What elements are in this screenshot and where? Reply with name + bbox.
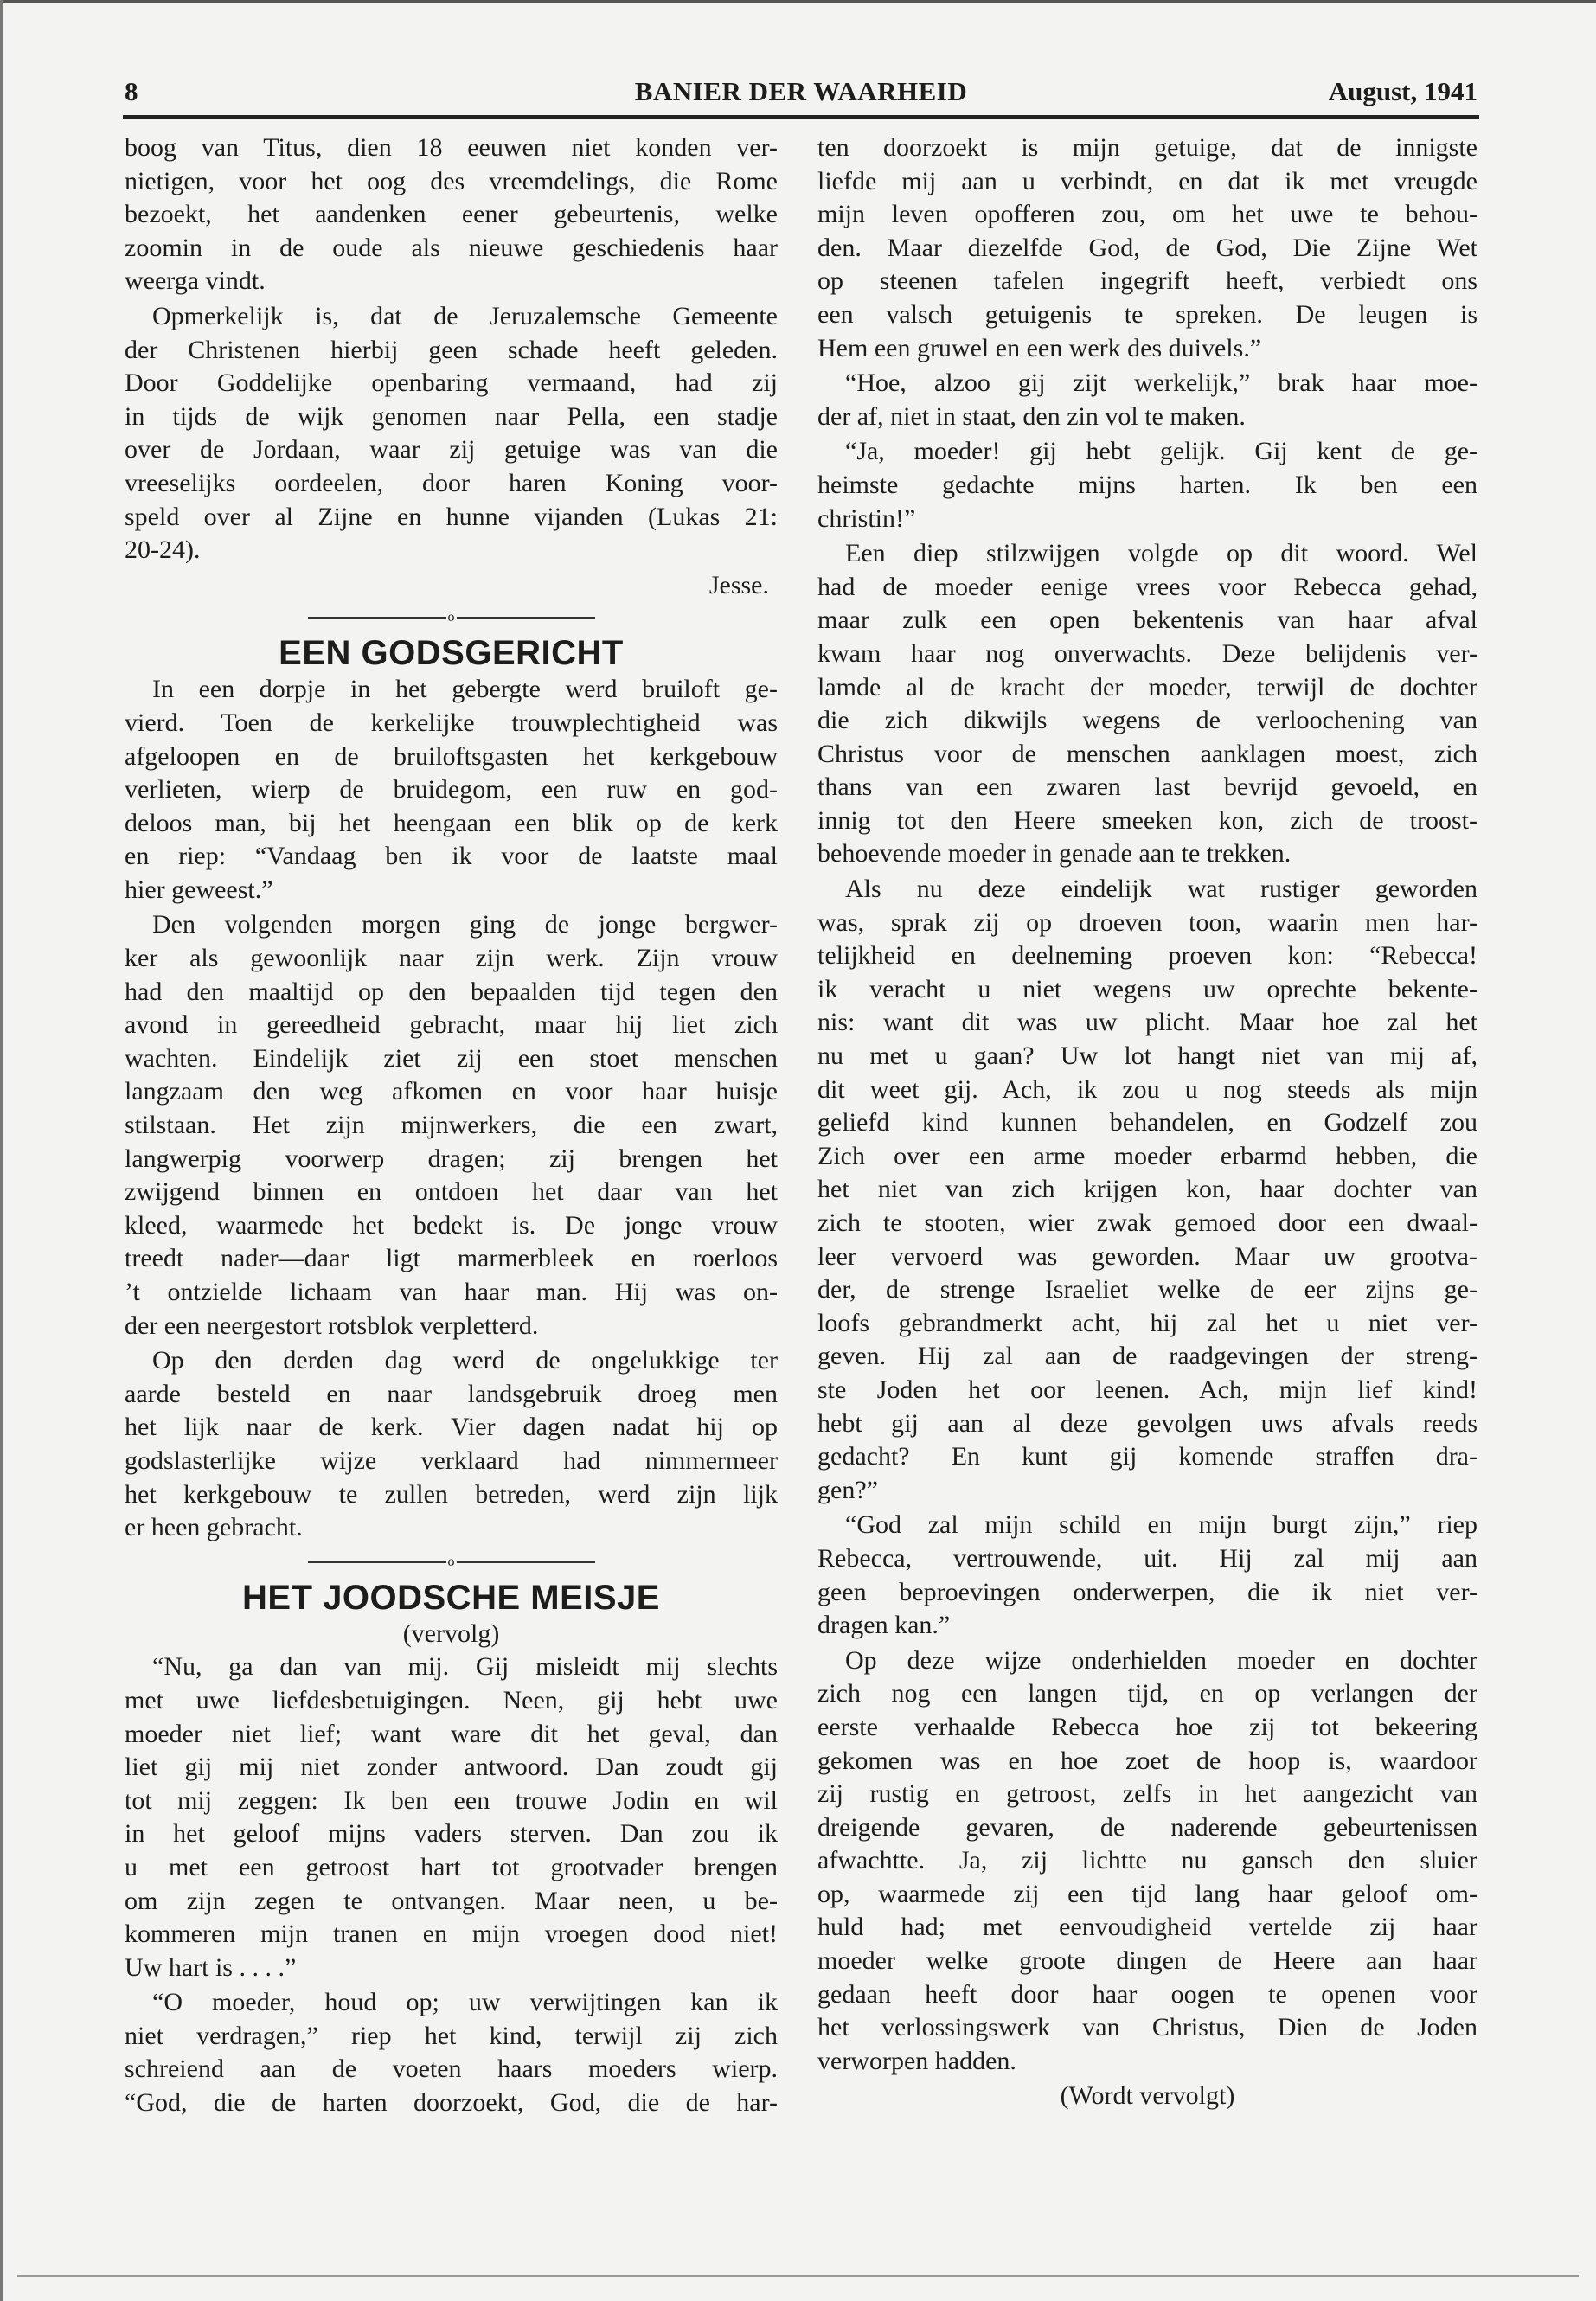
text-line: Door Goddelijke openbaring vermaand, had zij — [125, 369, 778, 398]
text-line: ’t ontzielde lichaam van haar man. Hij was on- — [125, 1278, 778, 1306]
separator-mark: o — [447, 1554, 455, 1569]
text-line: hebt gij aan al deze gevolgen uws afvals reeds — [817, 1408, 1477, 1438]
text-line: Hem een gruwel en een werk des duivels.” — [817, 333, 1262, 362]
text-line: heimste gedachte mijns harten. Ik ben een — [817, 470, 1477, 499]
text-line: innig tot den Heere smeeken kon, zich de troost- — [817, 805, 1477, 835]
text-line: tot mij zeggen: Ik ben een trouwe Jodin en wil — [125, 1785, 778, 1815]
text-line: mijn leven opofferen zou, om het uwe te behou- — [817, 200, 1477, 229]
text-line: Opmerkelijk is, dat de Jeruzalemsche Gemeente — [152, 301, 778, 330]
text-line: Op deze wijze onderhielden moeder en dochter — [845, 1645, 1477, 1675]
text-line: moeder niet lief; want ware dit het geval, dan — [125, 1719, 778, 1748]
text-line: langwerpig voorwerp dragen; zij brengen het — [125, 1144, 778, 1173]
section-separator — [125, 1547, 778, 1578]
paragraph — [125, 1986, 778, 2119]
text-line: lamde al de kracht der moeder, terwijl de dochter — [817, 672, 1477, 702]
text-line: christin!” — [817, 503, 916, 533]
text-line: een valsch getuigenis te spreken. De leugen is — [817, 299, 1477, 329]
text-line: maar zulk een open bekentenis van haar afval — [817, 606, 1477, 635]
text-line: den. Maar diezelfde God, de God, Die Zijne Wet — [817, 233, 1477, 262]
text-line: dragen kan.” — [817, 1611, 951, 1640]
text-line: dit weet gij. Ach, ik zou u nog steeds als mijn — [817, 1074, 1477, 1104]
text-line: verlieten, wierp de bruidegom, een ruw en god- — [125, 775, 778, 804]
issue-date: August, 1941 — [1328, 76, 1477, 106]
text-line: Een diep stilzwijgen volgde op dit woord. Wel — [845, 539, 1477, 568]
text-line: “Ja, moeder! gij hebt gelijk. Gij kent de ge- — [845, 437, 1477, 466]
paragraph — [125, 131, 778, 298]
text-line: hier geweest.” — [125, 875, 273, 904]
text-line: moeder welke groote dingen de Heere aan haar — [817, 1946, 1477, 1976]
text-line: had de moeder eenige vrees voor Rebecca gehad, — [817, 572, 1477, 601]
text-line: verworpen hadden. — [817, 2046, 1016, 2075]
text-line: zoomin in de oude als nieuwe geschiedenis haar — [125, 233, 778, 262]
separator-mark: o — [447, 610, 455, 625]
article-heading: EEN GODSGERICHT — [279, 634, 624, 673]
paragraph — [817, 367, 1477, 433]
text-line: het kerkgebouw te zullen betreden, werd zijn lijk — [125, 1479, 778, 1509]
text-line: “Nu, ga dan van mij. Gij misleidt mij slechts — [152, 1652, 778, 1682]
text-line: niet verdragen,” riep het kind, terwijl zij zich — [125, 2021, 778, 2050]
text-line: afwachtte. Ja, zij lichtte nu gansch den sluier — [817, 1846, 1477, 1875]
scan-edge-left — [0, 0, 3, 2301]
paragraph — [817, 435, 1477, 535]
text-line: nietigen, voor het oog des vreemdelings, die Rome — [125, 166, 778, 195]
text-line: treedt nader—daar ligt marmerbleek en roerloos — [125, 1244, 778, 1273]
text-line: der Christenen hierbij geen schade heeft geleden. — [125, 335, 778, 364]
text-line: langzaam den weg afkomen en voor haar huisje — [125, 1077, 778, 1106]
text-line: Christus voor de menschen aanklagen moest, zich — [817, 739, 1477, 768]
text-line: schreiend aan de voeten haars moeders wierp. — [125, 2054, 778, 2084]
text-line: Rebecca, vertrouwende, uit. Hij zal mij aan — [817, 1543, 1477, 1573]
text-line: in het geloof mijns vaders sterven. Dan zou ik — [125, 1819, 778, 1849]
text-line: loofs gebrandmerkt acht, hij zal het u niet ver- — [817, 1308, 1477, 1337]
page-header — [125, 76, 1477, 114]
text-line: geen beproevingen onderwerpen, die ik niet ver- — [817, 1577, 1477, 1606]
text-line: wachten. Eindelijk ziet zij een stoet menschen — [125, 1043, 778, 1073]
text-line: thans van een zwaren last bevrijd gevoeld, en — [817, 772, 1477, 802]
text-line: weerga vindt. — [125, 266, 266, 296]
text-line: zij rustig en getroost, zelfs in het aangezicht van — [817, 1779, 1477, 1809]
text-line: Uw hart is . . . .” — [125, 1952, 297, 1982]
text-line: liet gij mij niet zonder antwoord. Dan zoudt gij — [125, 1753, 778, 1782]
text-line: kommeren mijn tranen en mijn vroegen dood niet! — [125, 1920, 778, 1949]
text-line: gedaan heeft door haar oogen te openen voor — [817, 1979, 1477, 2009]
page-number: 8 — [125, 76, 138, 106]
text-line: telijkheid en deelneming proeven kon: “Rebecca! — [817, 941, 1477, 971]
text-line: was, sprak zij op droeven toon, waarin men har- — [817, 907, 1477, 937]
text-line: “O moeder, houd op; uw verwijtingen kan ik — [152, 1988, 778, 2017]
text-line: gen?” — [817, 1475, 878, 1504]
text-line: Op den derden dag werd de ongelukkige ter — [152, 1346, 778, 1375]
text-line: huld had; met eenvoudigheid vertelde zij haar — [817, 1913, 1477, 1942]
text-line: geliefd kind kunnen behandelen, en Godzelf zou — [817, 1108, 1477, 1138]
text-line: der, de strenge Israeliet welke de eer zijns ge- — [817, 1275, 1477, 1304]
separator-rule — [457, 617, 595, 619]
text-line: er heen gebracht. — [125, 1513, 303, 1542]
paragraph — [817, 537, 1477, 871]
paragraph — [125, 300, 778, 567]
text-line: “Hoe, alzoo gij zijt werkelijk,” brak haar moe- — [845, 369, 1477, 398]
right-column — [817, 131, 1477, 2113]
text-line: ten doorzoekt is mijn getuige, dat de innigste — [817, 133, 1477, 162]
text-line: over de Jordaan, waar zij getuige was van die — [125, 435, 778, 465]
text-line: het lijk naar de kerk. Vier dagen nadat hij op — [125, 1413, 778, 1442]
text-line: liefde mij aan u verbindt, en dat ik met vreugde — [817, 166, 1477, 195]
text-line: het niet van zich krijgen kon, haar dochter van — [817, 1175, 1477, 1204]
section-separator — [125, 602, 778, 633]
author-signature: Jesse. — [708, 570, 769, 599]
separator-rule — [457, 1561, 595, 1563]
text-line: ker als gewoonlijk naar zijn werk. Zijn vrouw — [125, 944, 778, 973]
paragraph — [817, 131, 1477, 365]
text-line: die zich dikwijls wegens de verloochening van — [817, 706, 1477, 735]
text-line: gekomen was en hoe zoet de hoop is, waardoor — [817, 1746, 1477, 1775]
text-line: op, waarmede zij een tijd lang haar geloof om- — [817, 1879, 1477, 1908]
text-line: zich nog een langen tijd, en op verlangen der — [817, 1679, 1477, 1708]
text-line: der een neergestort rotsblok verpletterd. — [125, 1311, 539, 1340]
article-subheading: (vervolg) — [402, 1618, 500, 1648]
text-line: avond in gereedheid gebracht, maar hij liet zich — [125, 1010, 778, 1040]
paragraph — [125, 1344, 778, 1545]
text-line: 20-24). — [125, 535, 201, 565]
paragraph — [125, 1650, 778, 1984]
publication-title: BANIER DER WAARHEID — [634, 76, 968, 106]
text-line: deloos man, bij het heengaan een blik op de kerk — [125, 808, 778, 837]
paragraph — [125, 908, 778, 1343]
text-line: boog van Titus, dien 18 eeuwen niet konden ver- — [125, 133, 778, 162]
text-line: nis: want dit was uw plicht. Maar hoe zal het — [817, 1008, 1477, 1037]
text-line: afgeloopen en de bruiloftsgasten het kerkgebouw — [125, 741, 778, 771]
text-line: der af, niet in staat, den zin vol te maken. — [817, 401, 1246, 431]
text-line: geven. Hij zal aan de raadgevingen der streng- — [817, 1342, 1477, 1371]
text-line: met uwe liefdesbetuigingen. Neen, gij hebt uwe — [125, 1685, 778, 1715]
text-line: had den maaltijd op den bepaalden tijd tegen den — [125, 977, 778, 1006]
text-line: bezoekt, het aandenken eener gebeurtenis, welke — [125, 200, 778, 229]
text-line: speld over al Zijne en hunne vijanden (Lukas 21: — [125, 502, 778, 531]
text-line: stilstaan. Het zijn mijnwerkers, die een zwart, — [125, 1111, 778, 1140]
paragraph — [817, 873, 1477, 1507]
text-line: aarde besteld en naar landsgebruik droeg men — [125, 1379, 778, 1408]
text-line: vierd. Toen de kerkelijke trouwplechtigheid was — [125, 708, 778, 737]
text-line: “God zal mijn schild en mijn burgt zijn,” riep — [845, 1510, 1477, 1540]
text-line: zwijgend binnen en ontdoen het daar van het — [125, 1177, 778, 1207]
text-line: Den volgenden morgen ging de jonge bergwer- — [152, 910, 778, 939]
text-line: godslasterlijke wijze verklaard had nimmermeer — [125, 1445, 778, 1475]
paragraph — [817, 1644, 1477, 2079]
text-line: op steenen tafelen ingegrift heeft, verbiedt ons — [817, 266, 1477, 296]
separator-rule — [308, 617, 446, 619]
paragraph — [817, 1509, 1477, 1642]
text-line: om zijn zegen te ontvangen. Maar neen, u be- — [125, 1886, 778, 1915]
text-line: behoevende moeder in genade aan te trekken. — [817, 839, 1292, 868]
text-line: leer vervoerd was geworden. Maar uw grootva- — [817, 1241, 1477, 1271]
text-line: “God, die de harten doorzoekt, God, die de har- — [125, 2088, 778, 2118]
header-rule — [123, 115, 1479, 119]
text-line: in tijds de wijk genomen naar Pella, een stadje — [125, 401, 778, 431]
text-line: het verlossingswerk van Christus, Dien de Joden — [817, 2013, 1477, 2042]
text-line: Als nu deze eindelijk wat rustiger geworden — [845, 875, 1477, 904]
text-line: Zich over een arme moeder erbarmd hebben, die — [817, 1141, 1477, 1170]
text-line: kwam haar nog onverwachts. Deze belijdenis ver- — [817, 638, 1477, 668]
text-line: eerste verhaalde Rebecca hoe zij tot bekeering — [817, 1712, 1477, 1741]
text-line: vreeselijks oordeelen, door haren Koning voor- — [125, 468, 778, 497]
text-line: kleed, waarmede het bedekt is. De jonge vrouw — [125, 1210, 778, 1240]
scan-edge-bottom — [17, 2275, 1579, 2277]
article-heading: HET JOODSCHE MEISJE — [242, 1578, 660, 1617]
separator-rule — [308, 1561, 446, 1563]
text-line: gedacht? En kunt gij komende straffen dra- — [817, 1442, 1477, 1471]
text-line: zich te stooten, wier zwak gemoed door een dwaal- — [817, 1208, 1477, 1237]
left-column — [125, 131, 778, 2122]
paragraph — [125, 673, 778, 907]
text-line: u met een getroost hart tot grootvader brengen — [125, 1852, 778, 1881]
text-line: ik veracht u niet wegens uw oprechte bekente- — [817, 974, 1477, 1003]
text-line: In een dorpje in het gebergte werd bruiloft ge- — [152, 675, 778, 704]
scan-edge-top — [0, 0, 1596, 3]
continued-note: (Wordt vervolgt) — [1060, 2081, 1235, 2111]
text-line: ste Joden het oor leenen. Ach, mijn lief kind! — [817, 1375, 1477, 1404]
text-line: en riep: “Vandaag ben ik voor de laatste maal — [125, 842, 778, 871]
text-line: dreigende gevaren, de naderende gebeurtenissen — [817, 1812, 1477, 1842]
text-line: nu met u gaan? Uw lot hangt niet van mij af, — [817, 1042, 1477, 1071]
